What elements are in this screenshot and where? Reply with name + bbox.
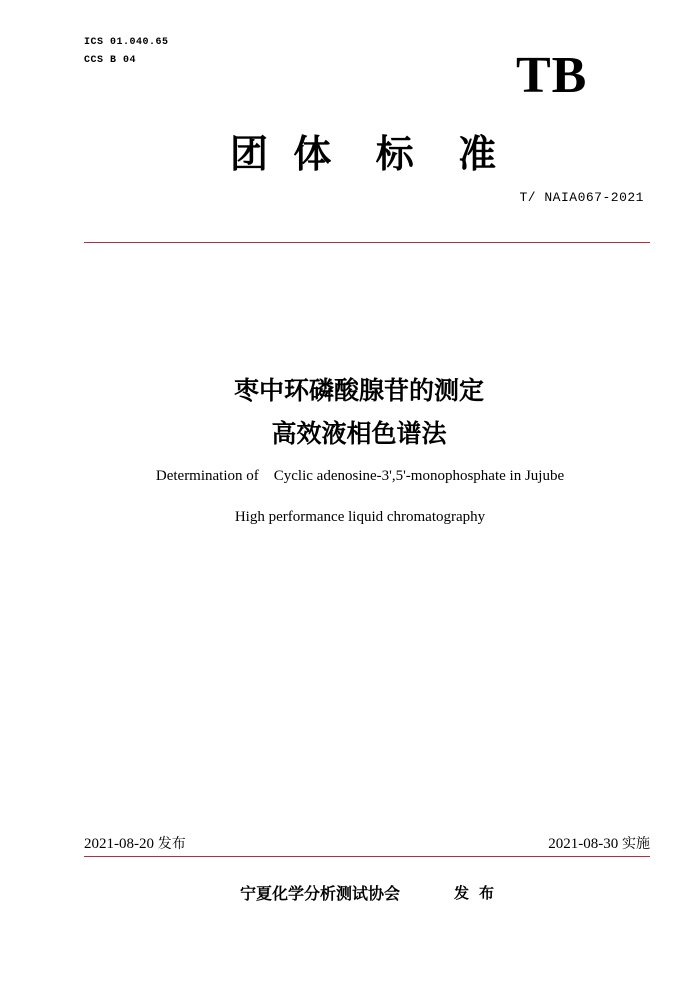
title-zh-line2: 高效液相色谱法 (271, 419, 447, 448)
top-divider (84, 242, 650, 243)
issue-date (84, 837, 186, 852)
issue-date-label: 发布 (157, 836, 186, 852)
standard-type-heading: 团 体 标 准 (230, 132, 503, 176)
title-en-line2: High performance liquid chromatography (234, 509, 486, 525)
title-zh-line1: 枣中环磷酸腺苷的测定 (233, 376, 484, 405)
ics-code: ICS 01.040.65 (84, 37, 169, 48)
implement-date-value: 2021-08-30 (548, 836, 619, 852)
ccs-code: CCS B 04 (84, 55, 137, 66)
title-en-line1: Determination of Cyclic adenosine-3',5'-monophosphate in Jujube (155, 468, 565, 484)
implement-date-label: 实施 (622, 836, 650, 852)
publisher-name: 宁夏化学分析测试协会 (240, 884, 401, 903)
issue-date-value: 2021-08-20 (84, 836, 154, 852)
implement-date (548, 837, 650, 852)
standard-number: T/ NAIA067-2021 (519, 190, 644, 205)
tb-logo: TB (516, 47, 588, 104)
bottom-divider (84, 856, 650, 857)
publish-label: 发布 (454, 884, 505, 902)
